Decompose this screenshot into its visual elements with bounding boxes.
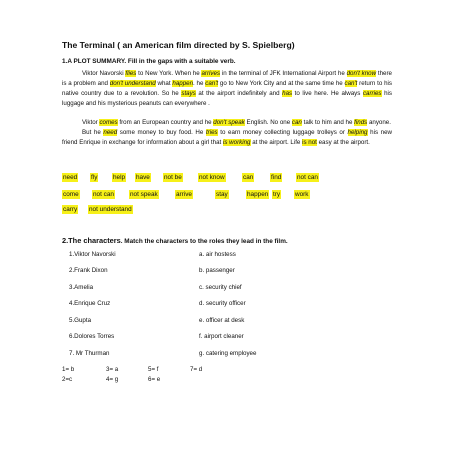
word-bank-item: help — [113, 174, 126, 181]
word-bank-item: not can — [297, 174, 318, 181]
role-item: e. officer at desk — [199, 317, 245, 324]
paragraph-text: . he — [193, 80, 206, 87]
word-bank-item: not be — [164, 174, 182, 181]
paragraph-text: Viktor — [82, 119, 100, 126]
word-bank-item: try — [273, 191, 281, 198]
paragraph-text: his new friend Enrique in exchange for information about a girl that — [62, 129, 392, 146]
paragraph-text: from an European country and he — [117, 119, 214, 126]
paragraph-text: to New York. When he — [136, 70, 202, 77]
answer-verb: finds — [354, 119, 368, 126]
answer-verb: arrives — [201, 70, 221, 77]
section-2-number: 2.The characters — [62, 236, 121, 245]
answer-key-item: 3= a — [106, 366, 119, 373]
word-bank-item: find — [271, 174, 282, 181]
word-bank-item: can — [243, 174, 254, 181]
character-item: 5.Gupta — [69, 317, 92, 324]
answer-verb: don't understand — [109, 80, 156, 87]
answer-verb: happen — [172, 80, 194, 87]
word-bank-item: need — [63, 174, 78, 181]
paragraph-text: at the airport. Life — [250, 139, 303, 146]
answer-verb: is working — [222, 139, 251, 146]
answer-key-item: 2=c — [62, 376, 73, 383]
answer-verb: has — [282, 90, 293, 97]
character-item: 3.Amelia — [69, 284, 94, 291]
answer-verb: need — [103, 129, 118, 136]
section-1-heading: 1.A PLOT SUMMARY. Fill in the gaps with a suitable verb. — [62, 58, 236, 65]
word-bank-item: work — [295, 191, 309, 198]
answer-verb: can — [291, 119, 302, 126]
answer-verb: flies — [125, 70, 137, 77]
plot-paragraph-1 — [62, 69, 392, 109]
character-item: 1.Viktor Navorski — [69, 251, 116, 258]
paragraph-text: But he — [82, 129, 104, 136]
character-item: 2.Frank Dixon — [69, 267, 108, 274]
word-bank-item: have — [136, 174, 150, 181]
answer-key-item: 6= e — [148, 376, 161, 383]
paragraph-text: talk to him and he — [301, 119, 355, 126]
paragraph-text: easy at the airport. — [316, 139, 370, 146]
paragraph-text: Viktor Navorski — [82, 70, 126, 77]
answer-verb: is not — [302, 139, 317, 146]
paragraph-text: what — [155, 80, 173, 87]
answer-verb: don't know — [346, 70, 377, 77]
answer-key-item: 4= g — [106, 376, 119, 383]
paragraph-text: to earn money collecting luggage trolleys or — [217, 129, 348, 136]
paragraph-text: go to New York City and at the same time he — [218, 80, 345, 87]
paragraph-text: anyone. — [367, 119, 391, 126]
answer-key-item: 5= f — [148, 366, 159, 373]
answer-verb: don't speak — [213, 119, 245, 126]
role-item: c. security chief — [199, 284, 242, 291]
answer-verb: stays — [181, 90, 196, 97]
paragraph-text: return to his native country due to a revolution. So he — [62, 80, 392, 97]
paragraph-text: at the airport indefinitely and — [195, 90, 283, 97]
character-item: 6.Dolores Torres — [69, 333, 115, 340]
word-bank-item: not know — [199, 174, 225, 181]
paragraph-text: there is a problem and — [62, 70, 392, 87]
word-bank-item: not understand — [89, 206, 132, 213]
role-item: b. passenger — [199, 267, 235, 274]
character-item: 4.Enrique Cruz — [69, 300, 111, 307]
word-bank-item: come — [63, 191, 79, 198]
role-item: d. security officer — [199, 300, 246, 307]
word-bank-item: stay — [216, 191, 228, 198]
paragraph-text: to live here. He always — [292, 90, 363, 97]
role-item: a. air hostess — [199, 251, 236, 258]
word-bank-item: arrive — [176, 191, 192, 198]
section-2-heading — [62, 236, 288, 245]
word-bank-item: carry — [63, 206, 78, 213]
paragraph-text: in the terminal of JFK International Airport he — [220, 70, 347, 77]
answer-verb: can't — [344, 80, 358, 87]
word-bank-item: not can — [93, 191, 114, 198]
role-item: f. airport cleaner — [199, 333, 244, 340]
answer-verb: tries — [205, 129, 218, 136]
paragraph-text: his luggage and his mysterious peanuts can everywhere . — [62, 90, 393, 107]
paragraph-text: English. No one — [244, 119, 292, 126]
word-bank-item: happen — [247, 191, 269, 198]
character-item: 7. Mr Thurman — [69, 350, 110, 357]
answer-verb: comes — [99, 119, 118, 126]
paragraph-text: some money to buy food. He — [117, 129, 206, 136]
answer-verb: carries — [362, 90, 382, 97]
role-item: g. catering employee — [199, 350, 257, 357]
answer-verb: helping — [347, 129, 368, 136]
plot-paragraph-2 — [62, 118, 392, 148]
word-bank-item: fly — [91, 174, 98, 181]
word-bank-item: not speak — [130, 191, 158, 198]
answer-key-item: 1= b — [62, 366, 75, 373]
answer-verb: can't — [205, 80, 219, 87]
section-2-instruction: . Match the characters to the roles they lead in the film. — [120, 238, 288, 245]
answer-key-item: 7= d — [190, 366, 203, 373]
page-title: The Terminal ( an American film directed by S. Spielberg) — [62, 40, 295, 50]
